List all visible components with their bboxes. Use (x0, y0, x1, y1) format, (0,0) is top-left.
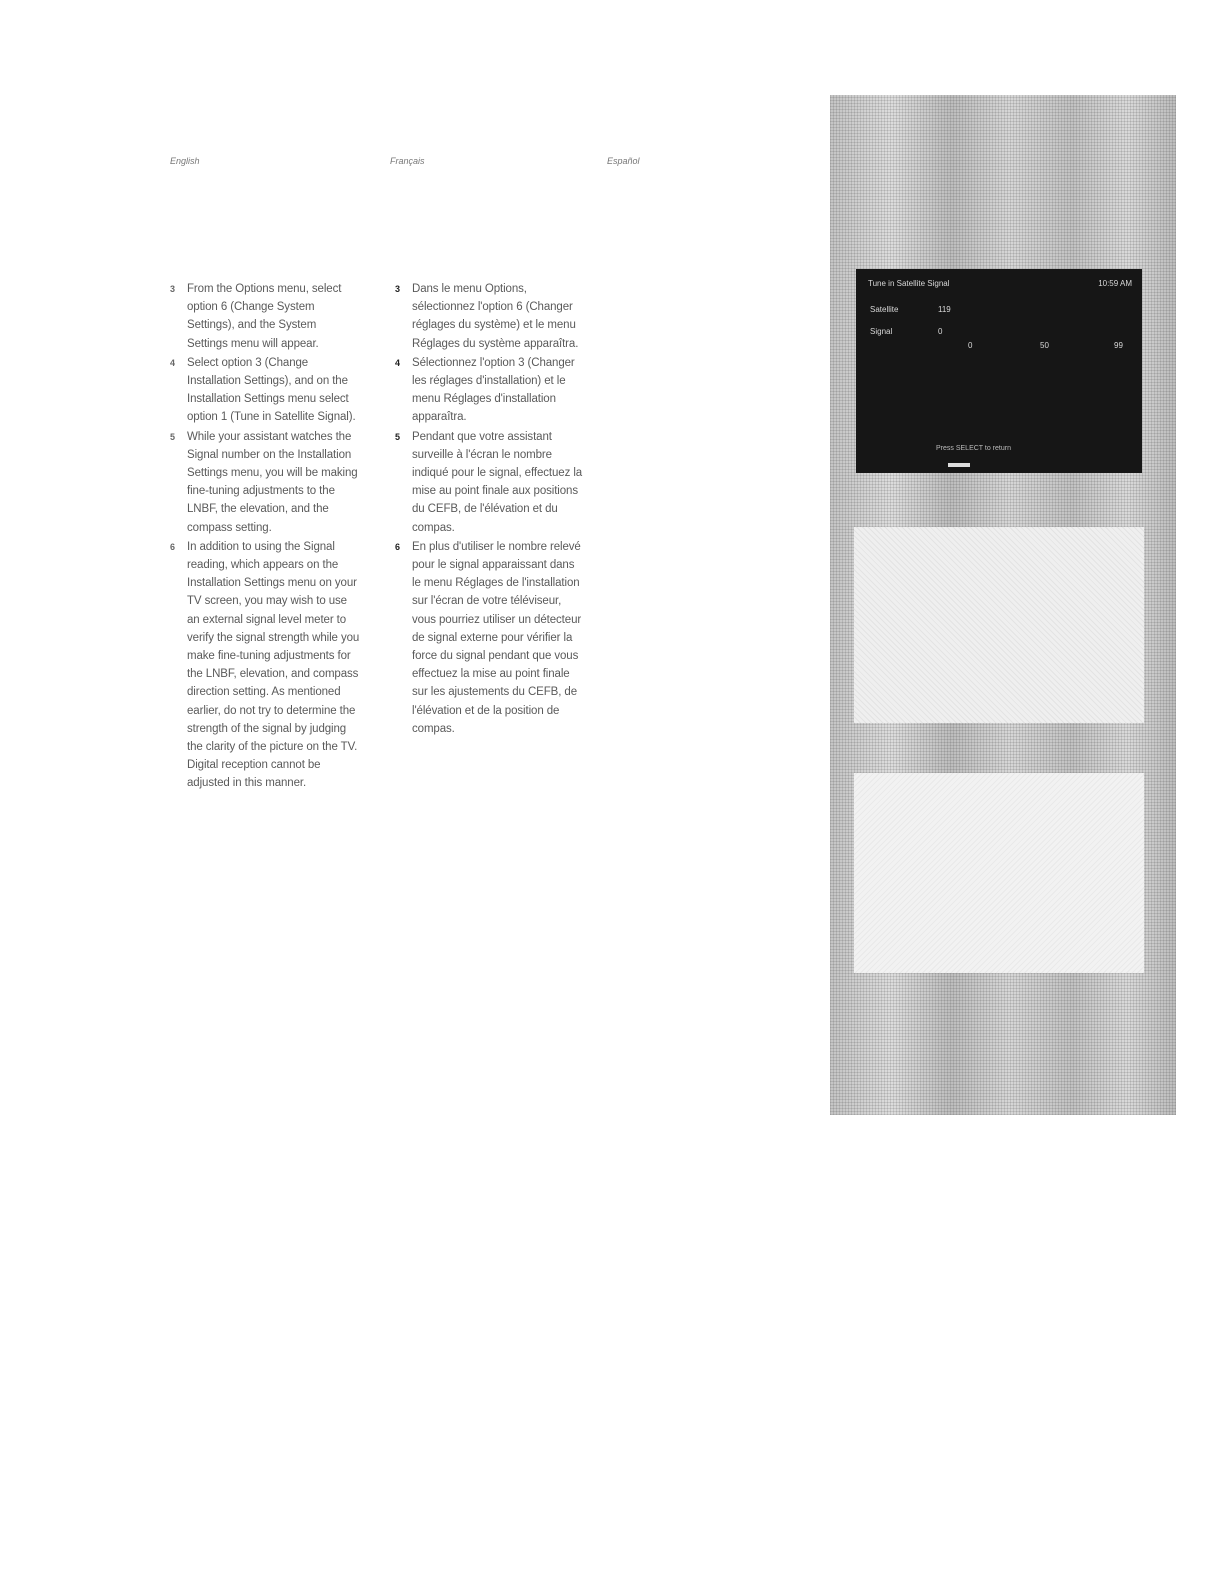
photo-highlight-region (854, 773, 1144, 973)
step-4-en (170, 354, 360, 427)
step-3-fr (395, 280, 585, 353)
step-6-fr (395, 538, 585, 738)
tv-button-highlight (948, 463, 970, 467)
step-text: Pendant que votre assistant surveille à l'écran le nombre indiqué pour le signal, effectuez la mise au point finale aux positions du CEFB, de l'élévation et du compas. (412, 430, 583, 534)
step-number: 3 (170, 284, 175, 294)
language-heading-french: Français (390, 156, 425, 166)
step-number: 6 (170, 541, 175, 552)
step-5-fr (395, 428, 585, 537)
tv-screen (856, 269, 1142, 473)
step-6-en (170, 538, 360, 793)
signal-label: Signal (870, 327, 893, 336)
language-heading-spanish: Español (607, 156, 640, 166)
step-text: In addition to using the Signal reading, which appears on the Installation Settings menu on your TV screen, you may wish to use an external signal level meter to verify the signal strength while you make fine-tuning adjustments for the LNBF, elevation, and compass direction setting. As mentioned earlier, do not try to determine the strength of the signal by judging the clarity of the picture on the TV. Digital reception cannot be adjusted in this manner. (187, 540, 360, 790)
tv-clock: 10:59 AM (1098, 279, 1132, 288)
photo-highlight-region (854, 527, 1144, 723)
step-text: Sélectionnez l'option 3 (Changer les réglages d'installation) et le menu Réglages d'installation apparaîtra. (412, 356, 575, 424)
tv-photo (830, 95, 1176, 1115)
satellite-value: 119 (938, 305, 951, 314)
step-text: En plus d'utiliser le nombre relevé pour le signal apparaissant dans le menu Réglages de l'installation sur l'écran de votre téléviseur, vous pourriez utiliser un détecteur de signal externe pour vérifier la force du signal pendant que vous effectuez la mise au point finale sur les ajustements du CEFB, de l'élévation et de la position de compas. (412, 540, 582, 735)
step-number: 4 (395, 357, 400, 368)
step-4-fr (395, 354, 585, 427)
signal-scale-tick: 0 (968, 341, 973, 350)
step-text: Dans le menu Options, sélectionnez l'option 6 (Changer réglages du système) et le menu Réglages du système apparaîtra. (412, 283, 579, 350)
step-5-en (170, 428, 360, 537)
french-instructions (395, 280, 585, 739)
step-text: While your assistant watches the Signal number on the Installation Settings menu, you will be making fine-tuning adjustments to the LNBF, the elevation, and the compass setting. (187, 430, 358, 534)
step-3-en (170, 280, 360, 353)
tv-footer-hint: Press SELECT to return (936, 445, 1011, 452)
step-text: Select option 3 (Change Installation Settings), and on the Installation Settings menu select option 1 (Tune in Satellite Signal). (187, 356, 356, 424)
english-instructions (170, 280, 360, 794)
step-number: 4 (170, 357, 175, 368)
signal-value: 0 (938, 327, 943, 336)
step-number: 6 (395, 541, 400, 552)
language-heading-english: English (170, 156, 200, 166)
satellite-label: Satellite (870, 305, 899, 314)
signal-scale-tick: 99 (1114, 341, 1123, 350)
step-text: From the Options menu, select option 6 (Change System Settings), and the System Settings menu will appear. (187, 283, 342, 350)
tv-menu-title: Tune in Satellite Signal (868, 279, 950, 288)
step-number: 3 (395, 284, 400, 294)
step-number: 5 (170, 431, 175, 442)
signal-scale-tick: 50 (1040, 341, 1049, 350)
step-number: 5 (395, 431, 400, 442)
